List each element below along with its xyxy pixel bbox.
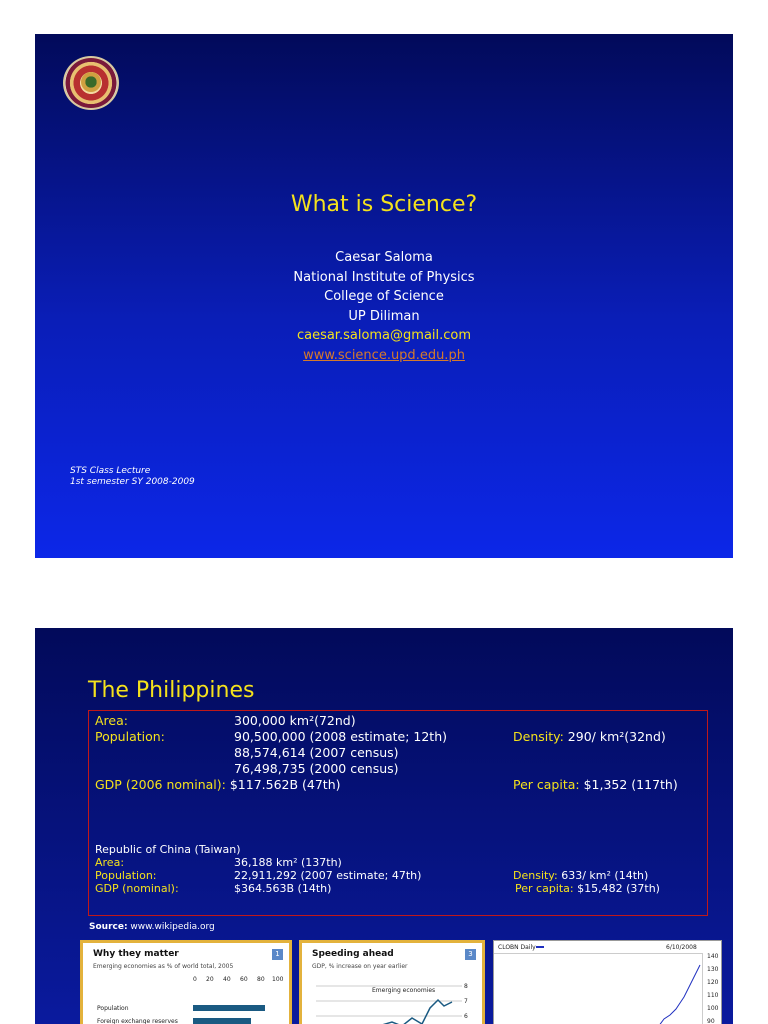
gdp-value: $117.562B (47th)	[225, 777, 341, 792]
roc-area-label: Area:	[95, 856, 125, 869]
source-note	[89, 922, 215, 932]
chart-subtitle: Emerging economies as % of world total, 2005	[93, 963, 234, 970]
university-seal-logo	[63, 56, 119, 110]
seal-center	[81, 72, 101, 92]
roc-heading: Republic of China (Taiwan)	[95, 843, 241, 856]
title-slide	[35, 34, 733, 558]
footer-line-1: STS Class Lecture	[70, 466, 151, 476]
website-link[interactable]: www.science.upd.edu.ph	[303, 347, 465, 363]
area-label: Area:	[95, 713, 128, 728]
row-label-reserves: Foreign exchange reserves	[97, 1018, 178, 1024]
roc-density-line	[513, 869, 648, 882]
tick-label: 7	[464, 998, 468, 1005]
series-label: Emerging economies	[372, 987, 436, 994]
tick-label: 8	[464, 983, 468, 990]
chart-title: Why they matter	[93, 949, 179, 959]
line-plot	[302, 978, 482, 1024]
author-block	[35, 248, 733, 366]
population-estimate: 90,500,000 (2008 estimate; 12th)	[234, 729, 448, 744]
tick-label: 130	[707, 966, 719, 973]
gdp-line	[95, 777, 341, 794]
roc-per-capita-line	[515, 882, 660, 895]
tick-label: 100	[707, 1005, 719, 1012]
country-stats-box	[88, 710, 708, 916]
bar-reserves	[193, 1018, 251, 1024]
roc-population-label: Population:	[95, 869, 157, 882]
roc-area-value: 36,188 km² (137th)	[234, 856, 342, 869]
college-name: College of Science	[324, 289, 444, 305]
price-line	[494, 953, 706, 1024]
row-label-population: Population	[97, 1005, 129, 1012]
roc-gdp-value: $364.563B (14th)	[234, 882, 332, 895]
roc-per-capita-label: Per capita:	[515, 882, 574, 895]
author-email: caesar.saloma@gmail.com	[296, 328, 472, 344]
source-value: www.wikipedia.org	[127, 922, 215, 932]
chart-number-badge: 3	[465, 949, 476, 960]
per-capita-value: $1,352 (117th)	[579, 777, 678, 792]
population-label: Population:	[95, 729, 165, 744]
tick-label: 120	[707, 979, 719, 986]
population-2007-census: 88,574,614 (2007 census)	[234, 745, 399, 760]
institute-name: National Institute of Physics	[293, 269, 475, 285]
population-2000-census: 76,498,735 (2000 census)	[234, 761, 399, 776]
author-name: Caesar Saloma	[335, 250, 433, 265]
footer-line-2: 1st semester SY 2008-2009	[70, 477, 195, 487]
chart-legend: CLOBN Daily	[498, 944, 536, 951]
chart-subtitle: GDP, % increase on year earlier	[312, 963, 408, 970]
tick-label: 110	[707, 992, 719, 999]
density-line	[513, 729, 666, 746]
tick-label: 80	[257, 976, 265, 983]
slide-title: The Philippines	[88, 678, 255, 703]
source-label: Source:	[89, 922, 128, 932]
chart-date: 6/10/2008	[666, 944, 697, 951]
why-they-matter-chart	[80, 940, 292, 1024]
tick-label: 40	[223, 976, 231, 983]
slide-title: What is Science?	[290, 192, 478, 217]
chart-number-badge: 1	[272, 949, 283, 960]
per-capita-label: Per capita:	[513, 777, 580, 792]
speeding-ahead-chart	[299, 940, 485, 1024]
gdp-label: GDP (2006 nominal):	[95, 777, 226, 792]
legend-swatch	[536, 946, 544, 948]
price-chart	[493, 940, 722, 1024]
roc-population-value: 22,911,292 (2007 estimate; 47th)	[234, 869, 422, 882]
density-value: 290/ km²(32nd)	[563, 729, 666, 744]
area-value: 300,000 km²(72nd)	[234, 713, 356, 728]
philippines-slide	[35, 628, 733, 1024]
per-capita-line	[513, 777, 678, 794]
lecture-footer	[70, 466, 195, 488]
tick-label: 60	[240, 976, 248, 983]
tick-label: 20	[206, 976, 214, 983]
chart-title: Speeding ahead	[312, 949, 394, 959]
roc-density-label: Density:	[513, 869, 558, 882]
roc-density-value: 633/ km² (14th)	[557, 869, 649, 882]
campus-name: UP Diliman	[348, 308, 420, 324]
tick-label: 0	[193, 976, 197, 983]
bar-population	[193, 1005, 265, 1011]
density-label: Density:	[513, 729, 564, 744]
roc-per-capita-value: $15,482 (37th)	[573, 882, 660, 895]
tick-label: 100	[272, 976, 284, 983]
roc-gdp-label: GDP (nominal):	[95, 882, 179, 895]
tick-label: 90	[707, 1018, 715, 1024]
tick-label: 140	[707, 953, 719, 960]
tick-label: 6	[464, 1013, 468, 1020]
